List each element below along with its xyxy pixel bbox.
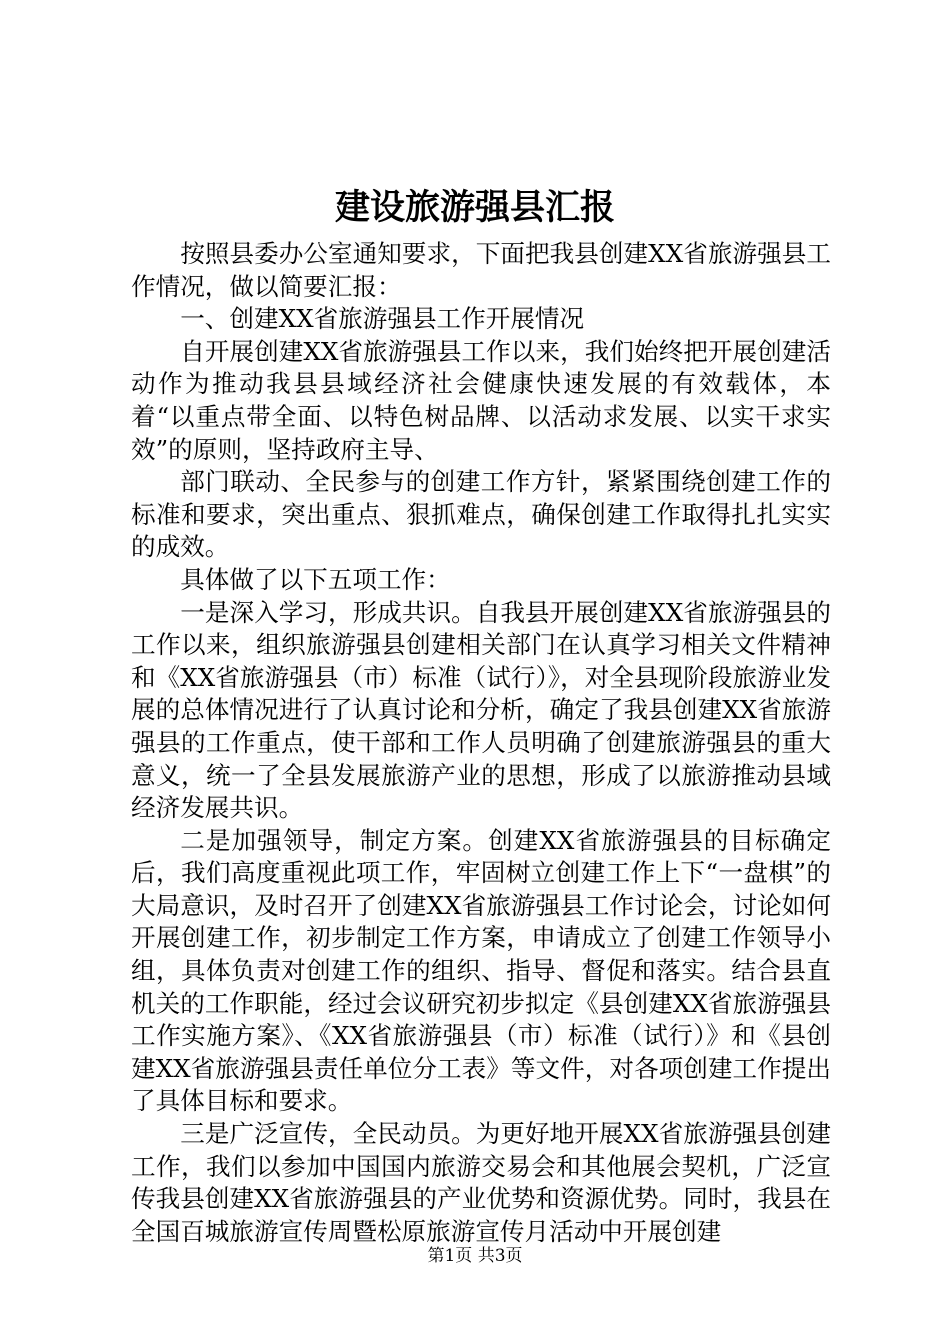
section-heading: 一、创建XX省旅游强县工作开展情况 xyxy=(180,304,585,334)
paragraph: 自开展创建XX省旅游强县工作以来，我们始终把开展创建活动作为推动我县县域经济社会健康快速发展的有效载体，本着“以重点带全面、以特色树品牌、以活动求发展、以实干求实效”的原则，坚持政府主导、 xyxy=(131,336,831,464)
paragraph: 二是加强领导，制定方案。创建XX省旅游强县的目标确定后，我们高度重视此项工作，牢固树立创建工作上下“一盘棋”的大局意识，及时召开了创建XX省旅游强县工作讨论会，讨论如何开展创建工作，初步制定工作方案，申请成立了创建工作领导小组，具体负责对创建工作的组织、指导、督促和落实。结合县直机关的工作职能，经过会议研究初步拟定《县创建XX省旅游强县工作实施方案》、《XX省旅游强县（市）标准（试行）》和《县创建XX省旅游强县责任单位分工表》等文件，对各项创建工作提出了具体目标和要求。 xyxy=(131,825,831,1116)
paragraph: 部门联动、全民参与的创建工作方针，紧紧围绕创建工作的标准和要求，突出重点、狠抓难点，确保创建工作取得扎扎实实的成效。 xyxy=(131,467,831,562)
document-title: 建设旅游强县汇报 xyxy=(334,187,615,228)
paragraph: 一是深入学习，形成共识。自我县开展创建XX省旅游强县的工作以来，组织旅游强县创建相关部门在认真学习相关文件精神和《XX省旅游强县（市）标准（试行）》，对全县现阶段旅游业发展的总体情况进行了认真讨论和分析，确定了我县创建XX省旅游强县的工作重点，使干部和工作人员明确了创建旅游强县的重大意义，统一了全县发展旅游产业的思想，形成了以旅游推动县域经济发展共识。 xyxy=(131,597,831,823)
paragraph: 具体做了以下五项工作： xyxy=(180,564,451,594)
page-number-footer: 第1页 共3页 xyxy=(427,1246,523,1266)
paragraph: 按照县委办公室通知要求，下面把我县创建XX省旅游强县工作情况，做以简要汇报： xyxy=(131,239,831,301)
document-body xyxy=(131,238,831,1248)
paragraph: 三是广泛宣传，全民动员。为更好地开展XX省旅游强县创建工作，我们以参加中国国内旅游交易会和其他展会契机，广泛宣传我县创建XX省旅游强县的产业优势和资源优势。同时，我县在全国百城旅游宣传周暨松原旅游宣传月活动中开展创建 xyxy=(131,1119,831,1246)
